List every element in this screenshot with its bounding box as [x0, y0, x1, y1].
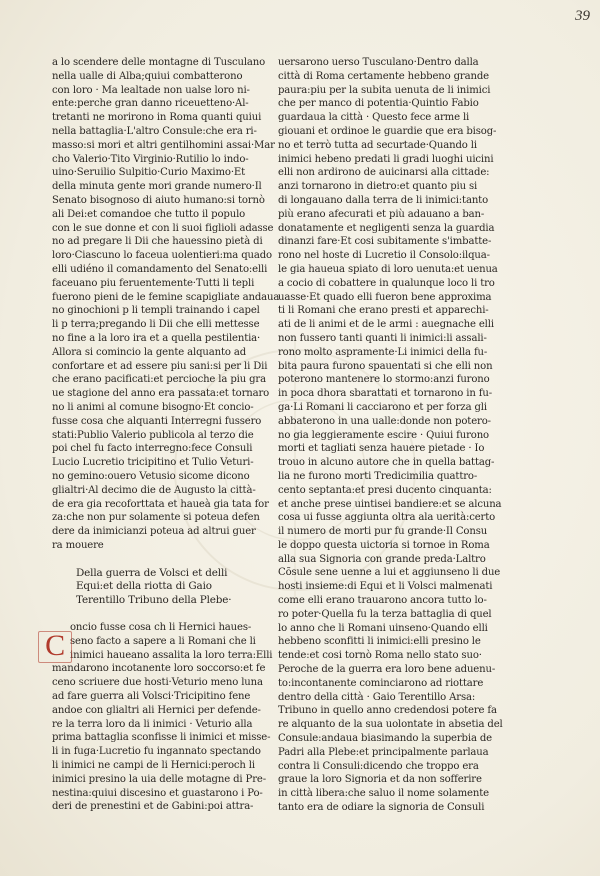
text-line: con loro · Ma lealtade non ualse loro ni-: [52, 84, 250, 96]
text-line: za:che non pur solamente si poteua defen: [52, 512, 260, 524]
text-line: no gemino:ouero Vetusio sicome dicono: [52, 470, 250, 482]
text-line: le gia haueua spiato di loro uenuta:et uenua: [278, 263, 498, 275]
text-line: in città libera:che saluo il nome solamente: [278, 788, 489, 800]
right-column: [278, 56, 510, 815]
text-line: dinanzi fare·Et cosi subitamente s'imbatte-: [278, 236, 492, 248]
left-column-text-bottom: [52, 621, 278, 814]
text-line: paura:piu per la subita uenuta de li inimici: [278, 84, 491, 96]
text-line: guardaua la città · Questo fece arme li: [278, 112, 470, 124]
text-line: le doppo questa uictoria si tornoe in Roma: [278, 539, 490, 551]
text-line: abbaterono in una ualle:donde non potero-: [278, 415, 491, 427]
text-line: tretanti ne morirono in Roma quanti quiui: [52, 112, 262, 124]
text-line: nella ualle di Alba;quiui combatterono: [52, 70, 243, 82]
decorated-initial: C: [40, 629, 70, 663]
text-line: alla sua Signoria con grande preda·Laltro: [278, 553, 486, 565]
text-line: a lo scendere delle montagne di Tusculano: [52, 57, 266, 68]
text-line: poterono mantenere lo stormo:anzi furono: [278, 374, 490, 386]
text-line: donatamente et negligenti senza la guardia: [278, 222, 495, 234]
text-line: cho Valerio·Tito Virginio·Rutilio lo indo-: [52, 153, 249, 165]
text-line: cento septanta:et presi ducento cinquanta:: [278, 484, 492, 496]
text-line: mandarono incotanente loro soccorso:et fe: [52, 663, 266, 675]
text-line: lia ne furono morti Tredicimilia quattro-: [278, 470, 478, 482]
text-line: uino·Seruilio Sulpitio·Curio Maximo·Et: [52, 167, 246, 179]
text-line: graue la loro Signoria et da non sofferire: [278, 774, 482, 786]
text-line: bita paura furono spauentati si che elli non: [278, 360, 493, 372]
text-line: ali Dei:et comandoe che tutto il populo: [52, 208, 246, 220]
text-line: ti li Romani che erano presti et apparechi-: [278, 305, 489, 317]
text-line: Consule:andaua biasimando la superbia de: [278, 733, 493, 745]
text-line: elli non ardirono de auicinarsi alla cittade:: [278, 167, 490, 179]
text-line: seno facto a sapere a li Romani che li: [70, 635, 256, 647]
text-line: ra mouere: [52, 539, 104, 551]
text-line: de era gia recoforttata et haueà gia tata for: [52, 498, 269, 510]
text-line: Terentillo Tribuno della Plebe·: [76, 594, 232, 607]
text-line: hosti insieme:di Equi et li Volsci malmenati: [278, 581, 493, 593]
text-line: to:incontanente cominciarono ad riottare: [278, 677, 484, 689]
text-line: re la terra loro da li inimici · Veturio alla: [52, 718, 253, 730]
text-line: ue stagione del anno era passata:et tornaro: [52, 388, 270, 400]
text-line: uersarono uerso Tusculano·Dentro dalla: [278, 57, 479, 68]
text-line: no et terrò tutta ad securtade·Quando li: [278, 139, 477, 151]
text-line: ro poter·Quella fu la terza battaglia di quel: [278, 608, 492, 620]
text-line: ceno scriuere due hosti·Veturio meno luna: [52, 677, 263, 689]
folio-number: 39: [575, 8, 590, 24]
text-line: no ginochioni p li templi trainando i capel: [52, 305, 260, 317]
text-line: trouo in alcuno autore che in quella battag-: [278, 457, 495, 469]
text-line: elli udiéno il comandamento del Senato:elli: [52, 263, 268, 275]
chapter-body: [45, 621, 278, 814]
text-line: Senato bisognoso di aiuto humano:si tornò: [52, 194, 265, 206]
right-column-text: [278, 56, 510, 815]
text-line: in poca dhora sbarattati et tornarono in fu-: [278, 388, 492, 400]
text-line: oncio fusse cosa ch li Hernici haues-: [70, 622, 252, 634]
text-line: et anche prese uintisei bandiere:et se alcuna: [278, 498, 502, 510]
text-line: poi chel fu facto interregno:fece Consuli: [52, 443, 253, 455]
chapter-heading: [52, 567, 278, 608]
text-line: fuerono pieni de le femine scapigliate andaua: [52, 291, 280, 303]
text-line: tende:et cosi tornò Roma nello stato suo·: [278, 650, 482, 662]
text-line: nella battaglia·L'altro Consule:che era ri-: [52, 125, 257, 137]
text-line: Cõsule sene uenne a lui et aggiunseno li due: [278, 567, 501, 579]
text-line: come elli erano trauarono ancora tutto lo-: [278, 595, 487, 607]
text-line: Equi:et della riotta di Gaio: [76, 580, 212, 593]
text-line: il numero de morti pur fu grande·Il Consu: [278, 526, 488, 538]
left-column: [45, 56, 280, 814]
text-line: inimici haueano assalita la loro terra:Elli: [70, 649, 273, 661]
text-line: ati de li animi et de le armi : auegnache elli: [278, 319, 494, 331]
text-line: no ad pregare li Dii che hauessino pietà di: [52, 236, 263, 248]
text-line: Tribuno in quello anno credendosi potere fa: [278, 705, 497, 717]
text-line: no gia leggieramente escire · Quiui furono: [278, 429, 489, 441]
text-line: Padri alla Plebe:et principalmente parlaua: [278, 746, 489, 758]
text-line: che erano pacificati:et percioche la piu gra: [52, 374, 266, 386]
text-line: contra li Consuli:dicendo che troppo era: [278, 760, 479, 772]
text-line: a cocio di cobattere in qualunque loco li tro: [278, 277, 495, 289]
text-line: Allora si comincio la gente alquanto ad: [52, 346, 247, 358]
text-line: andoe con glialtri ali Hernici per defende-: [52, 704, 261, 716]
text-line: tanto era de odiare la signoria de Consuli: [278, 802, 485, 814]
text-line: nestina:quiui discesino et guastarono i Po-: [52, 787, 263, 799]
text-line: re alquanto de la sua uolontate in absetia del: [278, 719, 503, 731]
text-line: inimici presino la uia delle motagne di Pre-: [52, 773, 266, 785]
text-line: loro·Ciascuno lo faceua uolentieri:ma quado: [52, 250, 272, 262]
text-line: non fussero tanti quanti li inimici:li assali-: [278, 332, 487, 344]
text-line: ente:perche gran danno riceuetteno·Al-: [52, 98, 249, 110]
text-line: stati:Publio Valerio publicola al terzo die: [52, 429, 254, 441]
text-line: confortare et ad essere piu sani:si per li Dii: [52, 360, 268, 372]
text-line: con le sue donne et con li suoi figlioli adasse: [52, 222, 274, 234]
text-line: rono nel hoste di Lucretio il Consolo:ilqua-: [278, 250, 490, 262]
text-line: anzi tornarono in dietro:et quanto piu si: [278, 181, 478, 193]
text-line: li in fuga·Lucretio fu ingannato spectando: [52, 746, 261, 758]
text-line: dentro della città · Gaio Terentillo Arsa:: [278, 691, 476, 703]
text-line: città di Roma certamente hebbeno grande: [278, 70, 489, 82]
text-line: giouani et ordinoe le guardie que era bisog-: [278, 125, 497, 137]
text-line: della minuta gente mori grande numero·Il: [52, 181, 262, 193]
text-line: morti et tagliati senza hauere pietade · Io: [278, 443, 485, 455]
text-line: più erano afecurati et più adauano a ban-: [278, 208, 485, 220]
left-column-text-top: [52, 56, 278, 553]
text-line: ga·Li Romani li cacciarono et per forza gli: [278, 401, 487, 413]
text-line: uasse·Et quado elli fueron bene approxima: [278, 291, 492, 303]
text-line: li p terra;pregando li Dii che elli mettesse: [52, 319, 260, 331]
text-line: inimici hebeno predati li gradi luoghi uicini: [278, 153, 494, 165]
text-line: deri de prenestini et de Gabini:poi attra-: [52, 801, 254, 813]
text-line: fusse cosa che alquanti Interregni fussero: [52, 415, 262, 427]
text-line: faceuano piu feruentemente·Tutti li tepli: [52, 277, 255, 289]
text-line: masso:si mori et altri gentilhomini assai·Mar: [52, 139, 275, 151]
text-line: dere da inimicianzi poteua ad altrui guer: [52, 526, 256, 538]
text-line: Della guerra de Volsci et delli: [76, 566, 228, 579]
text-line: ad fare guerra ali Volsci·Tricipitino fene: [52, 691, 251, 703]
text-line: no fine a la loro ira et a quella pestilentia·: [52, 332, 261, 344]
text-line: hebbeno sconfitti li inimici:elli presino le: [278, 636, 481, 648]
text-line: Lucio Lucretio tricipitino et Tulio Veturi-: [52, 457, 254, 469]
text-line: Peroche de la guerra era loro bene aduenu-: [278, 664, 496, 676]
text-line: cosa ui fusse aggiunta oltra ala uerità:certo: [278, 512, 496, 524]
text-line: glialtri·Al decimo die de Augusto la città-: [52, 484, 256, 496]
text-line: che per manco di potentia·Quintio Fabio: [278, 98, 479, 110]
text-line: prima battaglia sconfisse li inimici et misse-: [52, 732, 271, 744]
text-line: no li animi al comune bisogno·Et concio-: [52, 401, 254, 413]
text-line: lo anno che li Romani uinseno·Quando elli: [278, 622, 488, 634]
text-line: di longauano dalla terra de li inimici:tanto: [278, 194, 489, 206]
text-line: rono molto aspramente·Li inimici della fu-: [278, 346, 488, 358]
text-line: li inimici ne campi de li Hernici:peroch li: [52, 760, 255, 772]
